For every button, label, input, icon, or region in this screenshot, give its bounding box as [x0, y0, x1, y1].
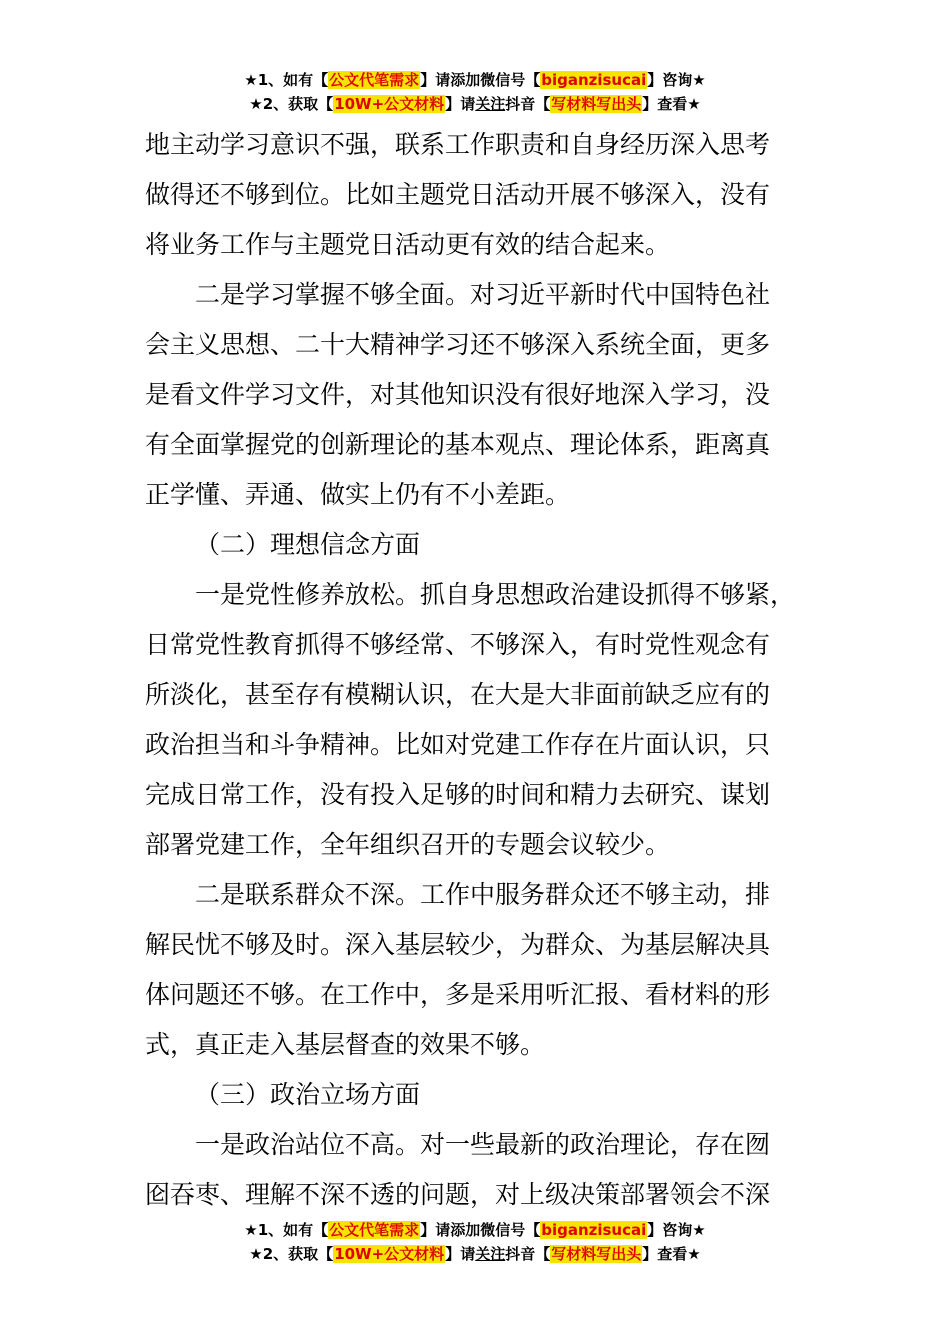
douyin-highlight: 写材料写出头 — [551, 1245, 642, 1263]
text-line: 囵吞枣、理解不深不透的问题，对上级决策部署领会不深 — [145, 1180, 771, 1209]
banner-text: 】请 — [445, 95, 476, 113]
banner-line-1 — [0, 68, 950, 92]
banner-text: 】查看★ — [642, 1245, 701, 1263]
header-banner — [0, 68, 950, 116]
text-line: 一是政治站位不高。对一些最新的政治理论，存在囫 — [195, 1130, 771, 1159]
text-line: 解民忧不够及时。深入基层较少，为群众、为基层解决具 — [145, 930, 771, 959]
banner-text: ★2、获取【 — [249, 1245, 334, 1263]
document-body — [145, 120, 845, 1220]
wechat-id-highlight: biganzisucai — [541, 1221, 647, 1239]
banner-text: 】请添加微信号【 — [420, 71, 541, 89]
banner-text: ★1、如有【 — [244, 71, 329, 89]
banner-text: 】咨询★ — [647, 71, 706, 89]
banner-underlined: 关注 — [475, 1245, 506, 1263]
text-line: 政治担当和斗争精神。比如对党建工作存在片面认识，只 — [145, 730, 771, 759]
text-line: 体问题还不够。在工作中，多是采用听汇报、看材料的形 — [145, 980, 771, 1009]
paragraph-2 — [145, 270, 845, 520]
banner-text: ★1、如有【 — [244, 1221, 329, 1239]
footer-banner — [0, 1218, 950, 1266]
banner-text: 】请 — [445, 1245, 476, 1263]
paragraph-4 — [145, 870, 845, 1070]
text-line: 地主动学习意识不强，联系工作职责和自身经历深入思考 — [145, 130, 771, 159]
wechat-id-highlight: biganzisucai — [541, 71, 647, 89]
douyin-highlight: 写材料写出头 — [551, 95, 642, 113]
banner-line-1 — [0, 1218, 950, 1242]
text-line: 是看文件学习文件，对其他知识没有很好地深入学习，没 — [145, 380, 771, 409]
banner-highlight: 10W+公文材料 — [334, 1245, 445, 1263]
section-heading-2 — [145, 520, 845, 570]
paragraph-1 — [145, 120, 845, 270]
text-line: 部署党建工作，全年组织召开的专题会议较少。 — [145, 830, 671, 859]
text-line: 一是党性修养放松。抓自身思想政治建设抓得不够紧， — [195, 580, 796, 609]
text-line: 会主义思想、二十大精神学习还不够深入系统全面，更多 — [145, 330, 771, 359]
text-line: 式，真正走入基层督查的效果不够。 — [145, 1030, 546, 1059]
text-line: 将业务工作与主题党日活动更有效的结合起来。 — [145, 230, 671, 259]
text-line: 日常党性教育抓得不够经常、不够深入，有时党性观念有 — [145, 630, 771, 659]
banner-highlight: 10W+公文材料 — [334, 95, 445, 113]
banner-text: 】咨询★ — [647, 1221, 706, 1239]
banner-highlight: 公文代笔需求 — [329, 71, 420, 89]
section-heading-3 — [145, 1070, 845, 1120]
text-line: 完成日常工作，没有投入足够的时间和精力去研究、谋划 — [145, 780, 771, 809]
text-line: 二是联系群众不深。工作中服务群众还不够主动，排 — [195, 880, 771, 909]
text-line: 做得还不够到位。比如主题党日活动开展不够深入，没有 — [145, 180, 771, 209]
text-line: 有全面掌握党的创新理论的基本观点、理论体系，距离真 — [145, 430, 771, 459]
paragraph-5 — [145, 1120, 845, 1220]
banner-line-2 — [0, 92, 950, 116]
heading-text: （三）政治立场方面 — [195, 1080, 421, 1109]
banner-highlight: 公文代笔需求 — [329, 1221, 420, 1239]
banner-text: 抖音【 — [505, 1245, 551, 1263]
banner-line-2 — [0, 1242, 950, 1266]
banner-text: 】请添加微信号【 — [420, 1221, 541, 1239]
text-line: 二是学习掌握不够全面。对习近平新时代中国特色社 — [195, 280, 771, 309]
banner-text: ★2、获取【 — [249, 95, 334, 113]
banner-text: 】查看★ — [642, 95, 701, 113]
text-line: 所淡化，甚至存有模糊认识，在大是大非面前缺乏应有的 — [145, 680, 771, 709]
banner-text: 抖音【 — [505, 95, 551, 113]
paragraph-3 — [145, 570, 845, 870]
heading-text: （二）理想信念方面 — [195, 530, 421, 559]
text-line: 正学懂、弄通、做实上仍有不小差距。 — [145, 480, 571, 509]
banner-underlined: 关注 — [475, 95, 506, 113]
